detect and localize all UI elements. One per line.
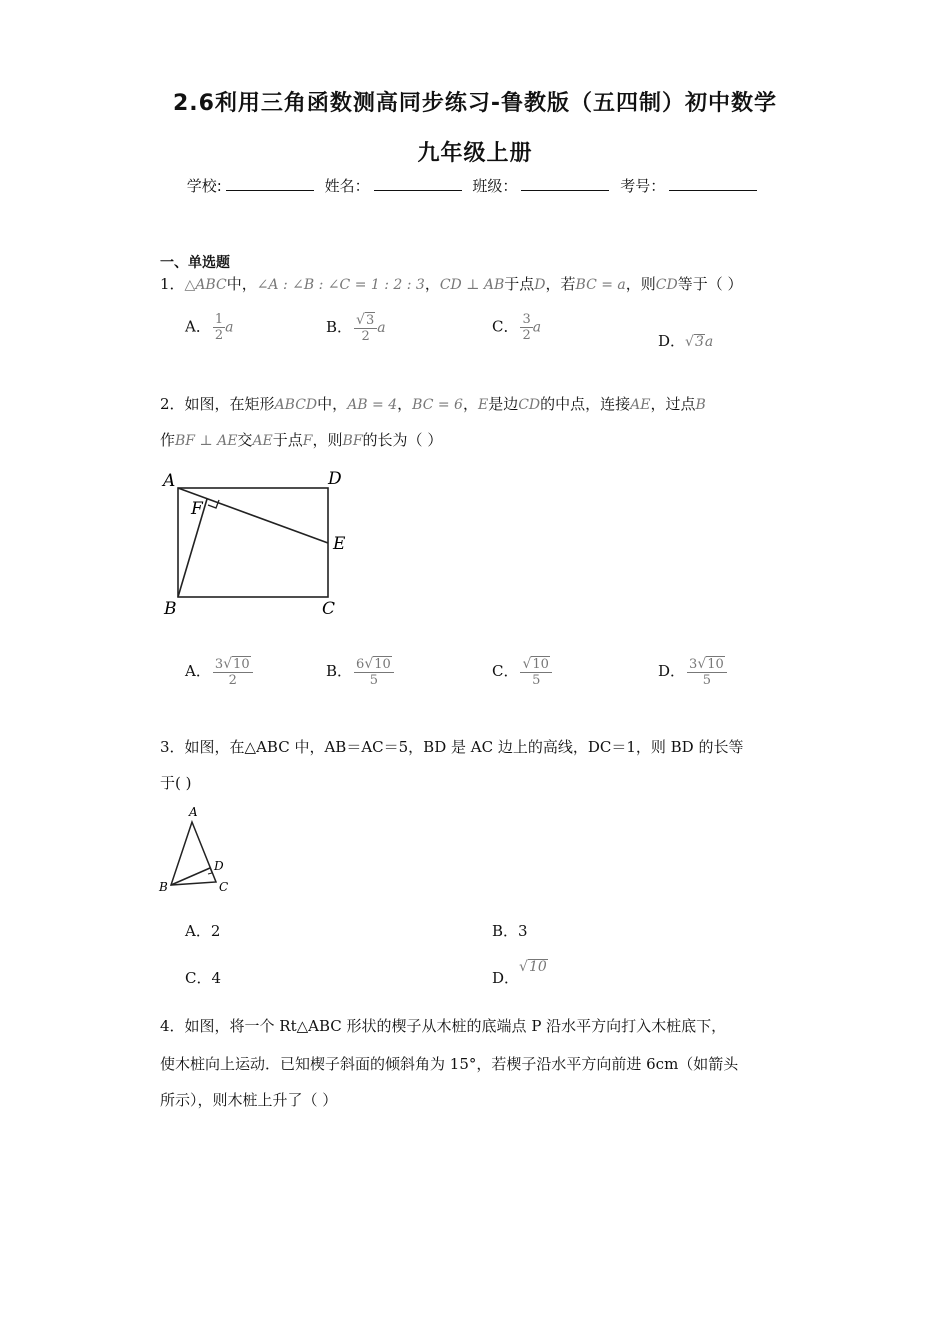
q2-option-b[interactable]: B． $\frac{6√10}{5}$ [326,656,394,688]
question-3-line-1: 3．如图，在△ABC 中，AB＝AC＝5，BD 是 AC 边上的高线，DC＝1，则 BD 的长等 [160,738,744,756]
q2-rectangle-figure [155,462,365,622]
class-blank[interactable] [521,176,609,191]
label-b: B [159,880,168,894]
label-c: C [322,599,336,619]
question-4-line-2: 使木桩向上运动．已知楔子斜面的倾斜角为 15°，若楔子沿水平方向前进 6cm（如箭头 [160,1055,739,1073]
q2-option-d[interactable]: D． $\frac{3√10}{5}$ [658,656,727,688]
question-1: 1．△ABC中，∠A : ∠B : ∠C = 1 : 2 : 3，CD ⊥ AB于点D，若BC = a，则CD等于（ ） [160,275,743,293]
label-e: E [333,534,346,554]
fraction: $\frac{3√10}{5}$ [687,656,727,688]
q2-option-c[interactable]: C． $\frac{√10}{5}$ [492,656,552,688]
question-3-line-2: 于( ) [160,774,192,792]
q1-option-b[interactable]: B． $\frac{√3}{2}$ a [326,312,386,344]
q3-option-c[interactable]: C．4 [185,969,222,987]
fraction: $\frac{1}{2}$ [214,312,224,343]
radical-sign: √ [685,334,694,350]
class-label: 班级： [472,177,518,195]
q1-option-c[interactable]: C． $\frac{3}{2}$ a [492,312,542,343]
school-label: 学校: [186,177,222,195]
q3-option-d[interactable]: D．√10 [492,959,547,987]
fraction: $\frac{3}{2}$ [522,312,531,343]
label-a: A [163,471,176,491]
q2-option-a[interactable]: A． $\frac{3√10}{2}$ [185,656,253,688]
question-2-line-2: 作BF ⊥ AE交AE于点F，则BF的长为（ ） [160,431,443,449]
label-b: B [164,599,177,619]
exam-number-label: 考号： [620,177,666,195]
q1-option-d[interactable]: D．√3a [658,332,714,350]
page-subtitle: 九年级上册 [417,141,533,166]
q3-triangle-figure [155,800,245,900]
label-a: A [189,805,198,819]
label-f: F [191,499,203,519]
school-blank[interactable] [226,176,314,191]
page-title: 2.6利用三角函数测高同步练习-鲁教版（五四制）初中数学 [172,91,778,116]
student-info-line [0,175,950,196]
q1-option-a[interactable]: A． $\frac{1}{2}$ a [185,312,234,343]
question-2-line-1: 2．如图，在矩形ABCD中，AB = 4，BC = 6，E是边CD的中点，连接AE，过点B [160,395,706,413]
fraction: $\frac{√10}{5}$ [520,656,551,688]
label-d: D [328,469,342,489]
fraction: $\frac{6√10}{5}$ [354,656,394,688]
name-label: 姓名： [324,177,370,195]
question-4-line-3: 所示），则木桩上升了（ ） [160,1091,338,1109]
fraction: $\frac{√3}{2}$ [354,312,377,344]
radical-sign: √ [519,959,528,975]
name-blank[interactable] [374,176,462,191]
q3-option-a[interactable]: A．2 [185,922,221,940]
question-4-line-1: 4．如图，将一个 Rt△ABC 形状的楔子从木桩的底端点 P 沿水平方向打入木桩底下， [160,1017,727,1035]
label-d: D [214,859,224,873]
exam-number-blank[interactable] [669,176,757,191]
q3-option-b[interactable]: B．3 [492,922,528,940]
label-c: C [219,880,229,894]
fraction: $\frac{3√10}{2}$ [213,656,253,688]
section-title: 一、单选题 [160,255,230,271]
